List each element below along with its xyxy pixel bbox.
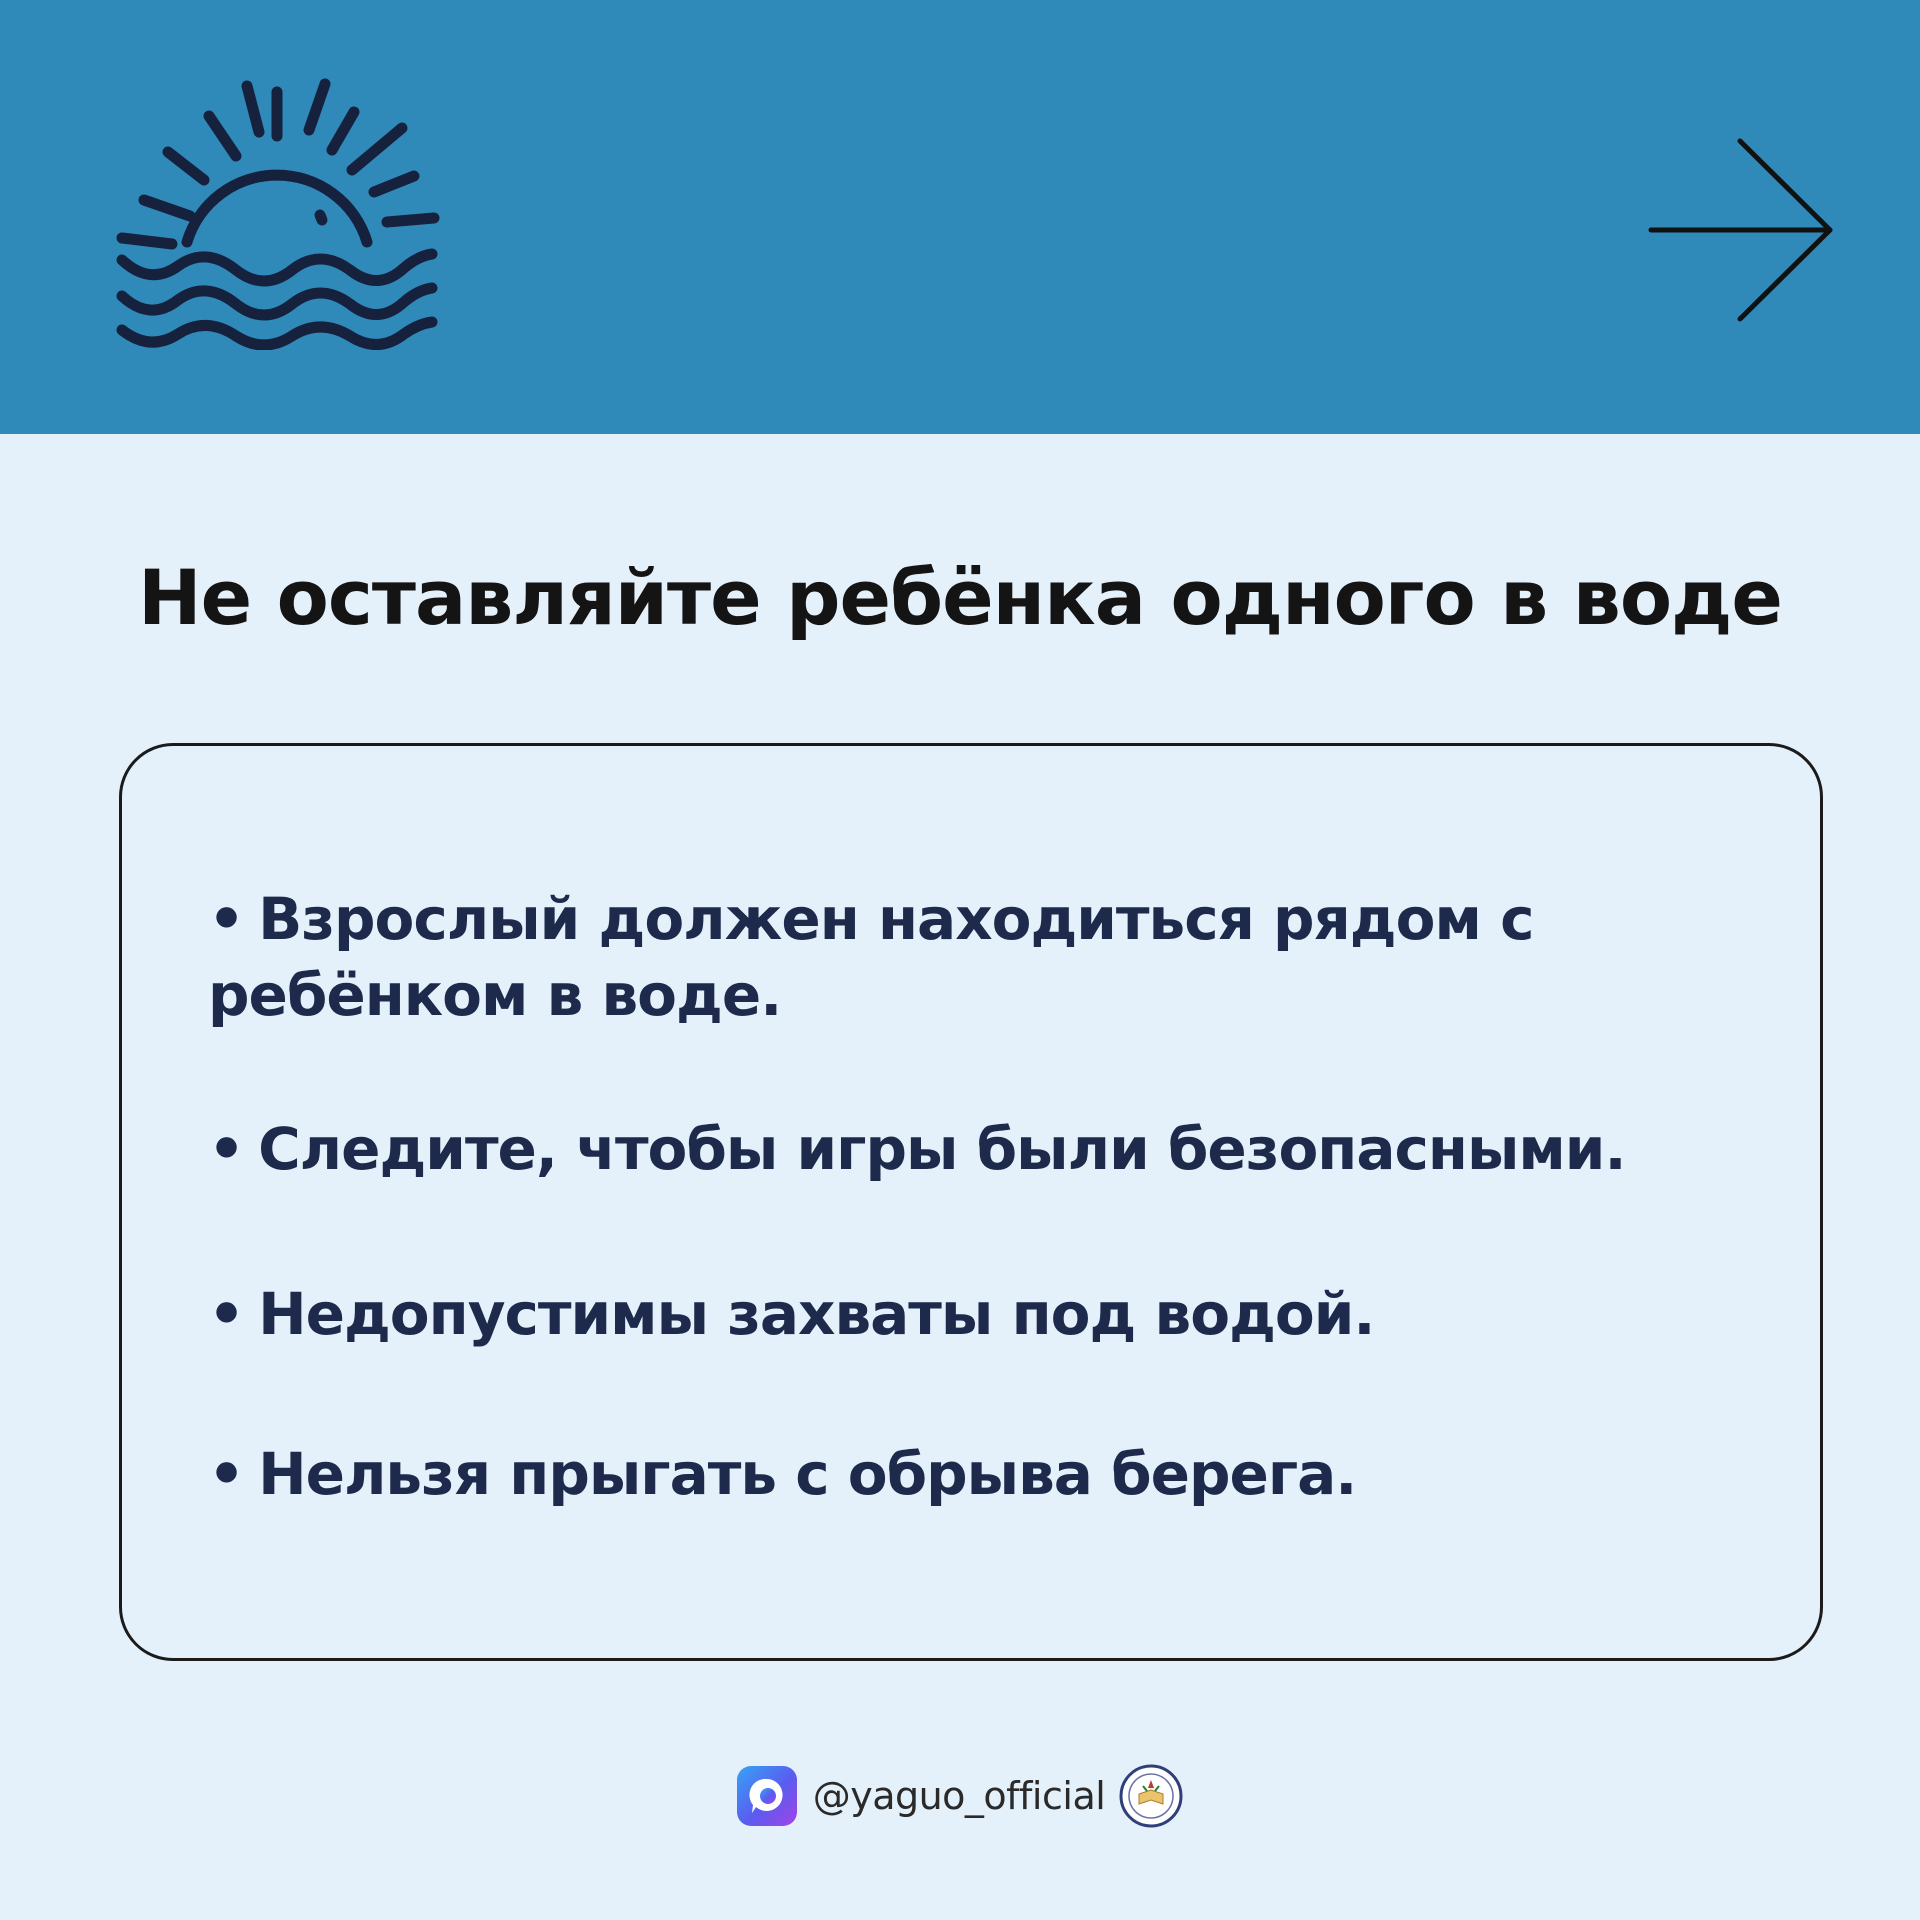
bullet-dot: • [208,1280,245,1348]
bullet-dot: • [208,1115,245,1183]
bullet-dot: • [208,885,245,953]
header-banner [0,0,1920,434]
list-item [208,1276,1798,1352]
list-item-text: Взрослый должен находиться рядом с ребёнком в воде. [208,885,1534,1029]
sun-over-waves-icon [112,70,442,350]
max-messenger-icon[interactable] [737,1766,797,1826]
page-title: Не оставляйте ребёнка одного в воде [138,553,1782,642]
list-item [208,1436,1798,1512]
list-item-text: Нельзя прыгать с обрыва берега. [258,1440,1357,1508]
organization-emblem-icon [1119,1764,1183,1828]
list-item-text: Недопустимы захваты под водой. [258,1280,1375,1348]
social-handle[interactable]: @yaguo_official [812,1774,1106,1818]
list-item [208,881,1798,1033]
list-item [208,1111,1798,1187]
safety-rules-card [119,743,1823,1661]
arrow-right-icon[interactable] [1648,138,1834,322]
footer [0,1758,1920,1834]
bullet-dot: • [208,1440,245,1508]
list-item-text: Следите, чтобы игры были безопасными. [258,1115,1626,1183]
